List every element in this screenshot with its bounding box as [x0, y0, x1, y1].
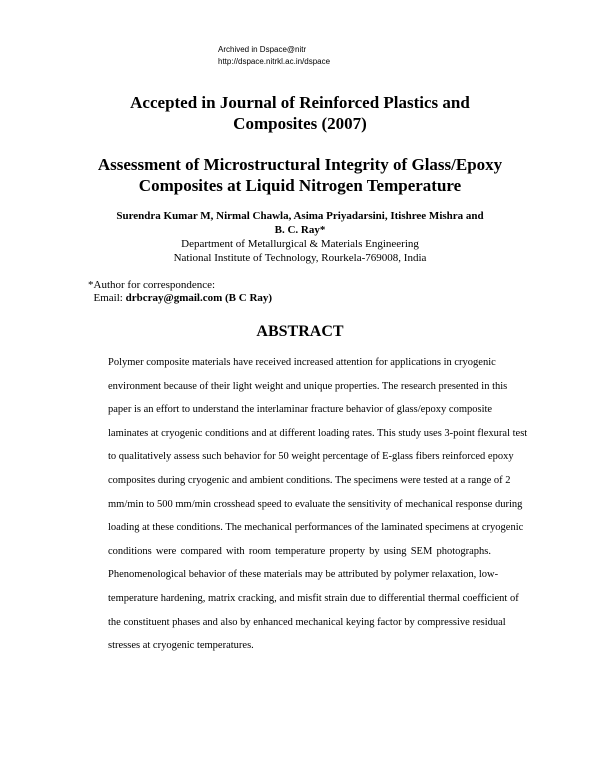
- abstract-line: stresses at cryogenic temperatures.: [108, 640, 254, 652]
- journal-line-1: Accepted in Journal of Reinforced Plastics and: [130, 93, 470, 112]
- affiliation-department: Department of Metallurgical & Materials Engineering: [181, 238, 419, 250]
- journal-line-2: Composites (2007): [233, 114, 367, 133]
- abstract-line: Polymer composite materials have received increased attention for applications in cryogenic: [108, 357, 496, 368]
- author-list: [100, 209, 500, 237]
- abstract-heading: ABSTRACT: [256, 323, 344, 340]
- abstract-line: the constituent phases and also by enhanced mechanical keying factor by compressive residual: [108, 616, 506, 628]
- email-address[interactable]: drbcray@gmail.com (B C Ray): [125, 292, 273, 304]
- title-line-2: Composites at Liquid Nitrogen Temperature: [138, 176, 462, 195]
- correspondence-label: *Author for correspondence:: [88, 279, 216, 291]
- abstract-line: to qualitatively assess such behavior for 50 weight percentage of E-glass fibers reinforced epoxy: [108, 451, 514, 463]
- affiliation: [100, 237, 500, 265]
- affiliation-institute: National Institute of Technology, Rourkela-769008, India: [173, 252, 427, 264]
- correspondence-block: [88, 279, 272, 305]
- abstract-line: environment because of their light weight and unique properties. The research presented in this: [108, 380, 508, 392]
- archive-line: Archived in Dspace@nitr: [218, 45, 307, 54]
- abstract-line: composites during cryogenic and ambient conditions. The specimens were tested at a range of 2: [108, 474, 511, 486]
- title-line-1: Assessment of Microstructural Integrity of Glass/Epoxy: [97, 155, 503, 174]
- authors-line-1: Surendra Kumar M, Nirmal Chawla, Asima Priyadarsini, Itishree Mishra and: [116, 210, 484, 222]
- abstract-line: paper is an effort to understand the interlaminar fracture behavior of glass/epoxy composite: [108, 404, 493, 416]
- email-label: Email:: [93, 292, 123, 304]
- paper-title: [40, 154, 560, 196]
- journal-acceptance: [40, 92, 560, 134]
- authors-line-2: B. C. Ray*: [274, 224, 326, 236]
- abstract-line: mm/min to 500 mm/min crosshead speed to evaluate the sensitivity of mechanical response during: [108, 498, 523, 510]
- archive-url[interactable]: http://dspace.nitrkl.ac.in/dspace: [218, 57, 331, 66]
- abstract-body: [108, 351, 528, 658]
- archive-notice: [218, 44, 330, 68]
- abstract-line: Phenomenological behavior of these materials may be attributed by polymer relaxation, low-: [108, 569, 499, 581]
- correspondence-email-row: [88, 292, 272, 305]
- abstract-line: laminates at cryogenic conditions and at different loading rates. This study uses 3-point flexural test: [108, 427, 528, 439]
- abstract-line: loading at these conditions. The mechanical performances of the laminated specimens at cryogenic: [108, 522, 524, 534]
- abstract-line: conditions were compared with room temperature property by using SEM photographs.: [108, 545, 491, 557]
- abstract-line: temperature hardening, matrix cracking, and misfit strain due to differential thermal coefficient of: [108, 592, 519, 604]
